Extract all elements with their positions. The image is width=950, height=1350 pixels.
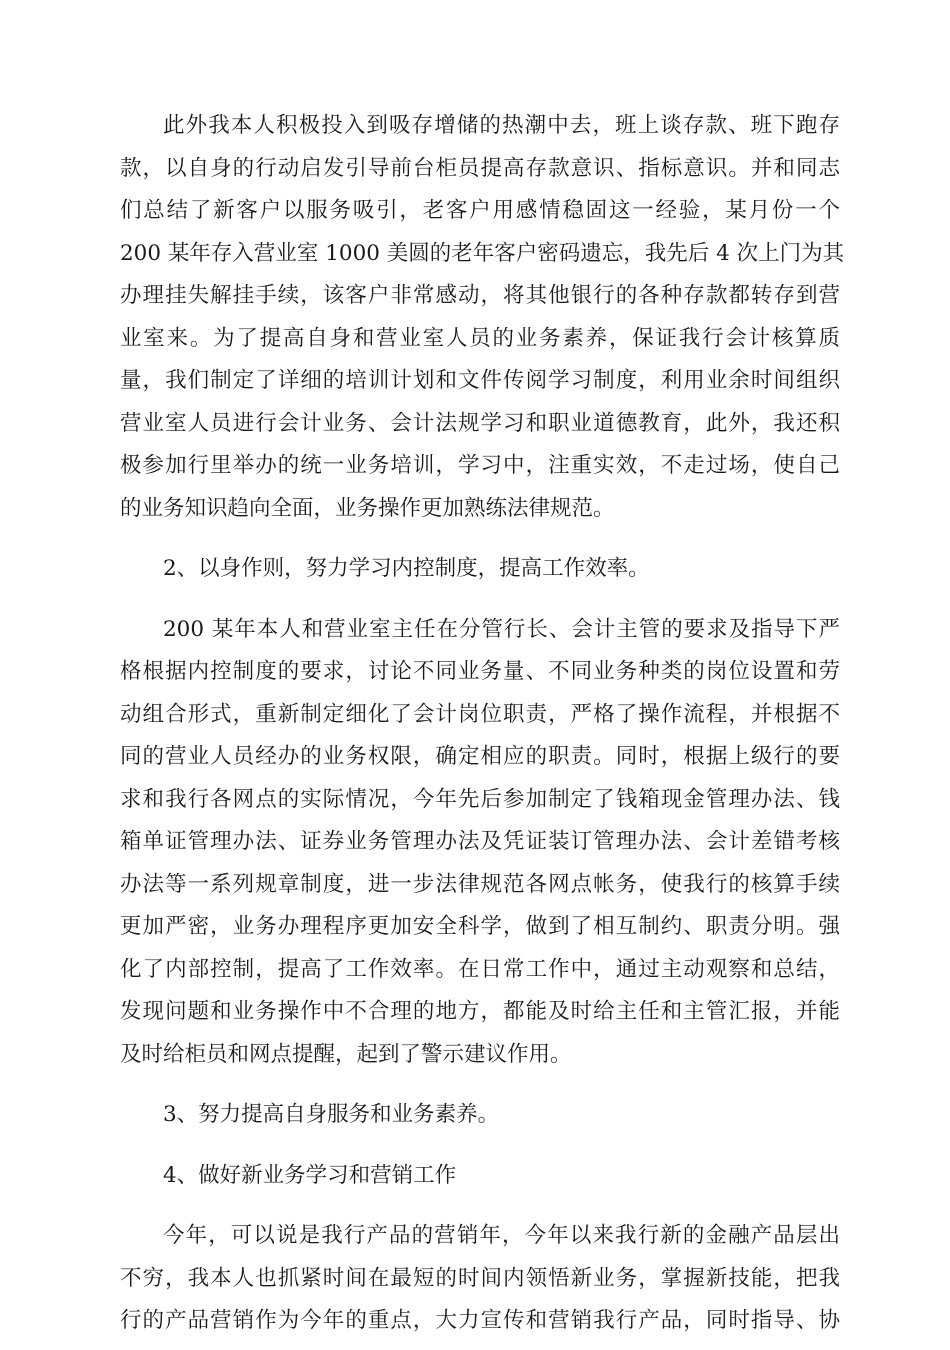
paragraph-2	[120, 616, 840, 1084]
paragraph-line: 业室来。为了提高自身和营业室人员的业务素养，保证我行会计核算质	[120, 325, 840, 351]
paragraph-line: 动组合形式，重新制定细化了会计岗位职责，严格了操作流程，并根据不	[120, 701, 840, 727]
paragraph-line: 及时给柜员和网点提醒，起到了警示建议作用。	[120, 1041, 572, 1067]
paragraph-line: 此外我本人积极投入到吸存增储的热潮中去，班上谈存款、班下跑存	[163, 113, 840, 138]
document-body	[120, 112, 845, 1350]
paragraph-line: 不穷，我本人也抓紧时间在最短的时间内领悟新业务，掌握新技能，把我	[120, 1265, 840, 1291]
paragraph-line: 办理挂失解挂手续，该客户非常感动，将其他银行的各种存款都转存到营	[120, 283, 840, 308]
section-heading-4: 4、做好新业务学习和营销工作	[163, 1162, 457, 1188]
paragraph-line: 行的产品营销作为今年的重点，大力宣传和营销我行产品，同时指导、协	[120, 1308, 840, 1333]
paragraph-line: 格根据内控制度的要求，讨论不同业务量、不同业务种类的岗位设置和劳	[120, 659, 840, 684]
paragraph-line: 同的营业人员经办的业务权限，确定相应的职责。同时，根据上级行的要	[120, 744, 840, 769]
paragraph-line: 的业务知识趋向全面，业务操作更加熟练法律规范。	[120, 495, 615, 521]
paragraph-line: 箱单证管理办法、证券业务管理办法及凭证装订管理办法、会计差错考核	[120, 829, 840, 854]
section-heading-3: 3、努力提高自身服务和业务素养。	[163, 1102, 500, 1127]
paragraph-line: 发现问题和业务操作中不合理的地方，都能及时给主任和主管汇报，并能	[120, 999, 840, 1024]
paragraph-1	[120, 112, 845, 537]
paragraph-line: 今年，可以说是我行产品的营销年，今年以来我行新的金融产品层出	[163, 1223, 840, 1248]
paragraph-line: 200 某年存入营业室 1000 美圆的老年客户密码遗忘，我先后 4 次上门为其	[120, 240, 845, 266]
paragraph-line: 更加严密，业务办理程序更加安全科学，做到了相互制约、职责分明。强	[120, 914, 840, 939]
paragraph-line: 办法等一系列规章制度，进一步法律规范各网点帐务，使我行的核算手续	[120, 871, 840, 897]
paragraph-line: 营业室人员进行会计业务、会计法规学习和职业道德教育，此外，我还积	[120, 410, 840, 436]
paragraph-line: 极参加行里举办的统一业务培训，学习中，注重实效，不走过场，使自己	[120, 453, 840, 478]
paragraph-3	[120, 1222, 840, 1350]
section-heading-2: 2、以身作则，努力学习内控制度，提高工作效率。	[163, 556, 650, 581]
paragraph-line: 量，我们制定了详细的培训计划和文件传阅学习制度，利用业余时间组织	[120, 368, 840, 393]
paragraph-line: 们总结了新客户以服务吸引，老客户用感情稳固这一经验，某月份一个	[120, 198, 840, 223]
paragraph-line: 200 某年本人和营业室主任在分管行长、会计主管的要求及指导下严	[163, 616, 840, 642]
paragraph-line: 求和我行各网点的实际情况，今年先后参加制定了钱箱现金管理办法、钱	[120, 786, 840, 812]
paragraph-line: 化了内部控制，提高了工作效率。在日常工作中，通过主动观察和总结，	[120, 956, 840, 982]
paragraph-line: 款，以自身的行动启发引导前台柜员提高存款意识、指标意识。并和同志	[120, 155, 840, 181]
